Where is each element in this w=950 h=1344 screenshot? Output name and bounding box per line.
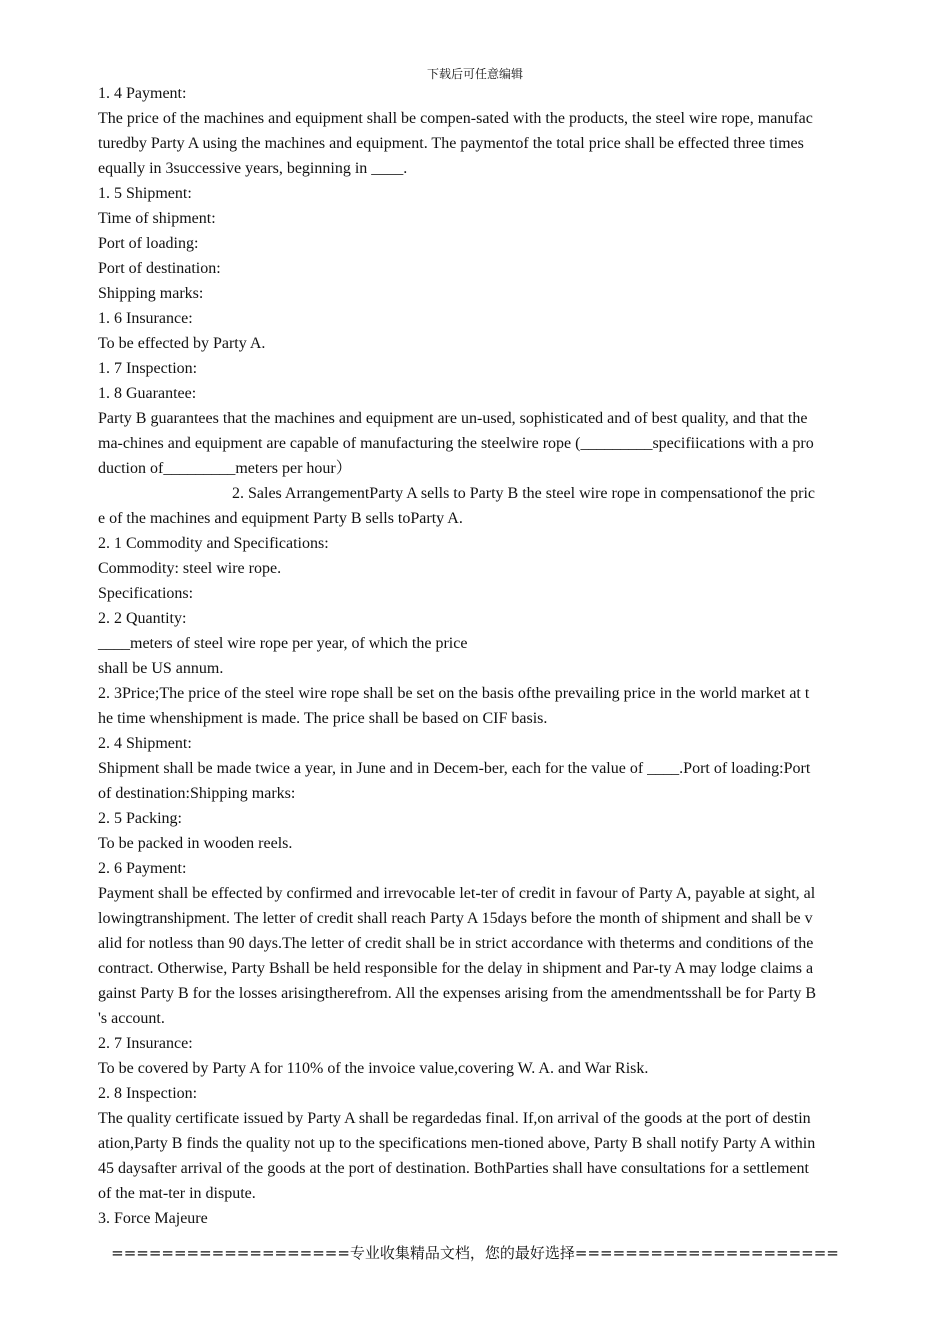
text-line: To be covered by Party A for 110% of the invoice value,covering W. A. and War Risk. [98,1060,649,1077]
text-line: turedby Party A using the machines and equipment. The paymentof the total price shall be effected three times [98,135,804,152]
text-line: duction of_________meters per hour） [98,460,352,477]
text-line: contract. Otherwise, Party Bshall be held responsible for the delay in shipment and Par-ty A may lodge claims a [98,960,814,977]
text-line: 2. 7 Insurance: [98,1035,193,1052]
text-line: Commodity: steel wire rope. [98,560,282,577]
text-line: lowingtranshipment. The letter of credit shall reach Party A 15days before the month of shipment and shall be v [98,910,813,927]
text-line: Port of destination: [98,260,221,277]
text-line: ation,Party B finds the quality not up to the specifications men-tioned above, Party B shall notify Party A within [98,1135,816,1152]
text-line: 1. 7 Inspection: [98,360,198,377]
text-line: 3. Force Majeure [98,1210,208,1227]
text-line: e of the machines and equipment Party B sells toParty A. [98,510,463,527]
text-line: Specifications: [98,585,194,602]
text-line: 1. 6 Insurance: [98,310,193,327]
text-line: 2. 5 Packing: [98,810,182,827]
text-line: 1. 4 Payment: [98,85,187,102]
text-line: The price of the machines and equipment shall be compen-sated with the products, the steel wire rope, manufac [98,110,813,127]
page-footer: ===================专业收集精品文档，您的最好选择===================== [111,1244,839,1262]
text-line: Time of shipment: [98,210,216,227]
text-line: equally in 3successive years, beginning in ____. [98,160,408,177]
text-line: Port of loading: [98,235,199,252]
document-body [98,81,853,1231]
text-line: Shipping marks: [98,285,204,302]
text-line: alid for notless than 90 days.The letter of credit shall be in strict accordance with theterms and conditions of the [98,935,814,952]
text-line: 2. 3Price;The price of the steel wire rope shall be set on the basis ofthe prevailing price in the world market at t [98,685,810,702]
text-line: he time whenshipment is made. The price shall be based on CIF basis. [98,710,548,727]
text-line: Shipment shall be made twice a year, in June and in Decem-ber, each for the value of ____.Port of loading:Port [98,760,811,777]
text-line: 45 daysafter arrival of the goods at the port of destination. BothParties shall have consultations for a settlement [98,1160,809,1177]
text-line: Payment shall be effected by confirmed and irrevocable let-ter of credit in favour of Party A, payable at sight, al [98,885,816,902]
text-line: To be packed in wooden reels. [98,835,293,852]
text-line: To be effected by Party A. [98,335,266,352]
text-line: ma-chines and equipment are capable of manufacturing the steelwire rope (_________specifiications with a pro [98,435,814,452]
text-line: 2. 6 Payment: [98,860,187,877]
text-line: shall be US annum. [98,660,224,677]
text-line: 1. 5 Shipment: [98,185,192,202]
text-line: 2. Sales ArrangementParty A sells to Party B the steel wire rope in compensationof the pric [232,485,815,502]
text-line: ____meters of steel wire rope per year, of which the price [98,635,468,652]
text-line: gainst Party B for the losses arisingtherefrom. All the expenses arising from the amendmentsshall be for Party B [98,985,817,1002]
text-line: Party B guarantees that the machines and equipment are un-used, sophisticated and of best quality, and that the [98,410,808,427]
text-line: 2. 1 Commodity and Specifications: [98,535,329,552]
text-line: 1. 8 Guarantee: [98,385,197,402]
text-line: The quality certificate issued by Party A shall be regardedas final. If,on arrival of the goods at the port of destin [98,1110,811,1127]
text-line: 2. 2 Quantity: [98,610,187,627]
text-line: of destination:Shipping marks: [98,785,296,802]
text-line: 2. 4 Shipment: [98,735,192,752]
text-line: of the mat-ter in dispute. [98,1185,256,1202]
text-line: 2. 8 Inspection: [98,1085,198,1102]
text-line: 's account. [98,1010,165,1027]
page-header: 下载后可任意编辑 [426,67,523,81]
